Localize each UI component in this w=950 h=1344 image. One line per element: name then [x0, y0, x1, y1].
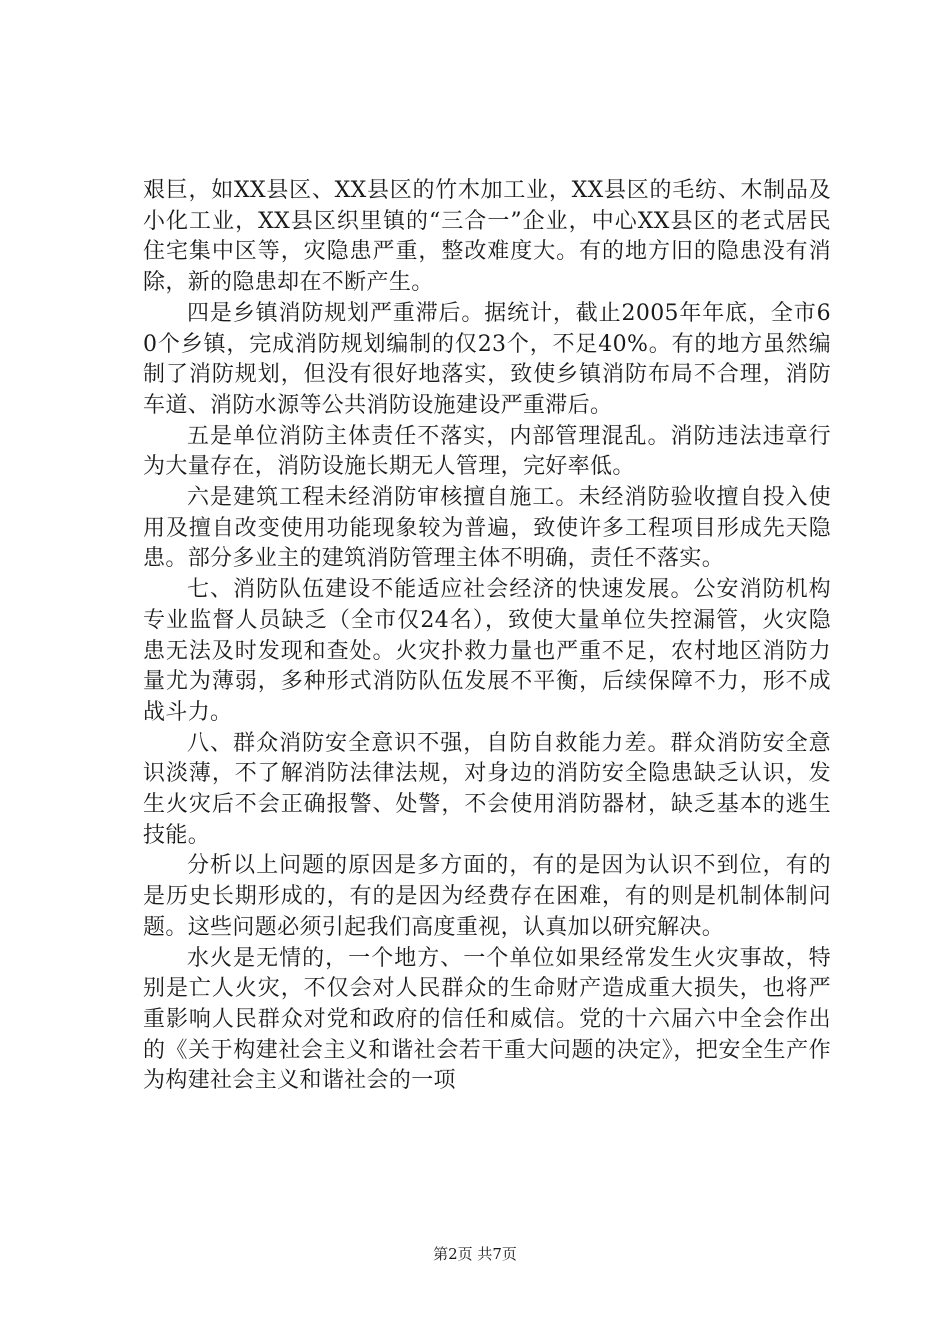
- page-number-footer: 第2页 共7页: [433, 1245, 517, 1263]
- paragraph-fire-brigade: 七、消防队伍建设不能适应社会经济的快速发展。公安消防机构专业监督人员缺乏（全市仅24名），致使大量单位失控漏管，火灾隐患无法及时发现和查处。火灾扑救力量也严重不足，农村地区消防力量尤为薄弱，多种形式消防队伍发展不平衡，后续保障不力，形不成战斗力。: [143, 577, 831, 725]
- paragraph-township-planning: 四是乡镇消防规划严重滞后。据统计，截止2005年年底，全市60个乡镇，完成消防规划编制的仅23个，不足40%。有的地方虽然编制了消防规划，但没有很好地落实，致使乡镇消防布局不合理，消防车道、消防水源等公共消防设施建设严重滞后。: [143, 300, 831, 418]
- paragraph-construction-review: 六是建筑工程未经消防审核擅自施工。未经消防验收擅自投入使用及擅自改变使用功能现象较为普遍，致使许多工程项目形成先天隐患。部分多业主的建筑消防管理主体不明确，责任不落实。: [143, 485, 831, 572]
- paragraph-continued: 艰巨，如XX县区、XX县区的竹木加工业，XX县区的毛纺、木制品及小化工业，XX县区织里镇的“三合一”企业，中心XX县区的老式居民住宅集中区等，灾隐患严重，整改难度大。有的地方旧的隐患没有消除，新的隐患却在不断产生。: [143, 178, 831, 296]
- paragraph-unit-responsibility: 五是单位消防主体责任不落实，内部管理混乱。消防违法违章行为大量存在，消防设施长期无人管理，完好率低。: [143, 423, 831, 480]
- paragraph-public-awareness: 八、群众消防安全意识不强，自防自救能力差。群众消防安全意识淡薄，不了解消防法律法规，对身边的消防安全隐患缺乏认识，发生火灾后不会正确报警、处警，不会使用消防器材，缺乏基本的逃生技能。: [143, 730, 831, 848]
- paragraph-cause-analysis: 分析以上问题的原因是多方面的，有的是因为认识不到位，有的是历史长期形成的，有的是因为经费存在困难，有的则是机制体制问题。这些问题必须引起我们高度重视，认真加以研究解决。: [143, 853, 831, 940]
- paragraph-fire-consequences: 水火是无情的，一个地方、一个单位如果经常发生火灾事故，特别是亡人火灾，不仅会对人民群众的生命财产造成重大损失，也将严重影响人民群众对党和政府的信任和威信。党的十六届六中全会作出的《关于构建社会主义和谐社会若干重大问题的决定》，把安全生产作为构建社会主义和谐社会的一项: [143, 945, 831, 1094]
- document-body: [143, 176, 831, 1097]
